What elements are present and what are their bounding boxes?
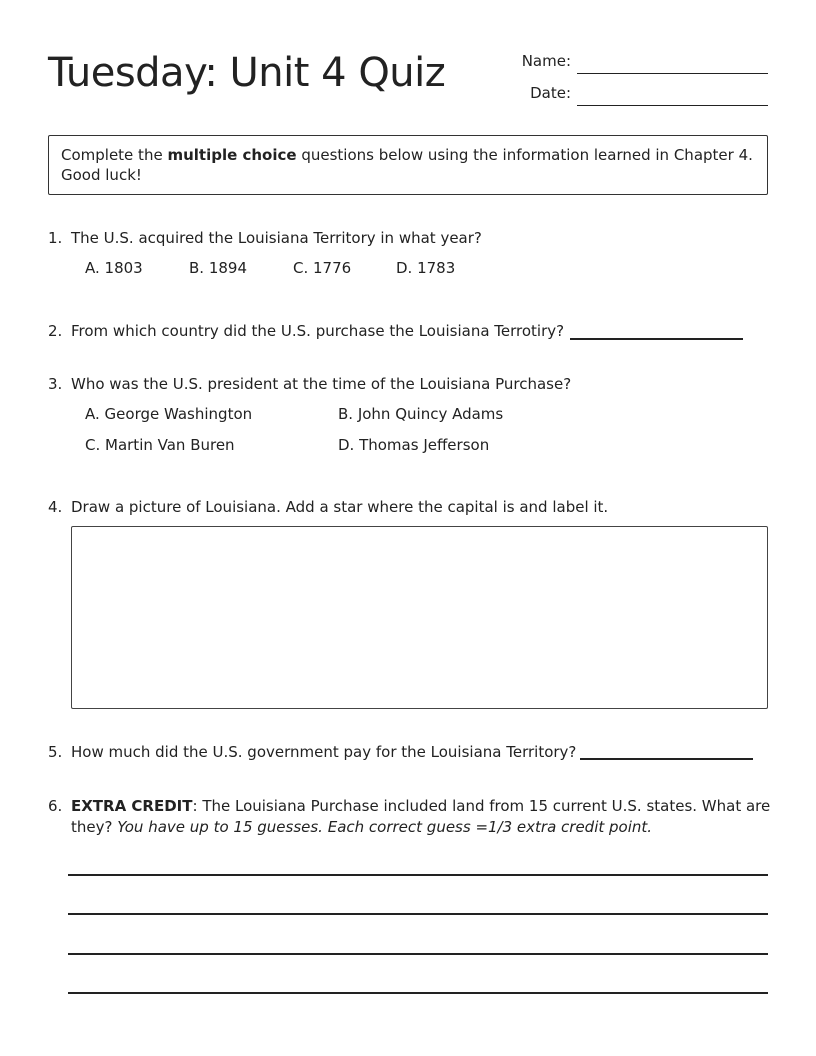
question-5-number: 5. — [48, 743, 63, 761]
extra-credit-line-3[interactable] — [68, 953, 768, 955]
date-label: Date: — [530, 84, 571, 102]
question-1-option-b[interactable]: B. 1894 — [189, 259, 248, 277]
drawing-box[interactable] — [71, 526, 768, 709]
question-6-number: 6. — [48, 797, 63, 815]
question-3-option-a[interactable]: A. George Washington — [85, 405, 253, 423]
question-5-answer-line[interactable] — [580, 758, 753, 760]
instructions-suffix: questions below using the information learned in Chapter 4. Good luck! — [61, 146, 753, 184]
question-2-number: 2. — [48, 322, 63, 340]
date-field-line[interactable] — [577, 105, 768, 106]
instructions-box — [48, 135, 768, 195]
question-4-text: Draw a picture of Louisiana. Add a star where the capital is and label it. — [71, 498, 609, 516]
question-1-option-a[interactable]: A. 1803 — [85, 259, 143, 277]
question-1-text: The U.S. acquired the Louisiana Territory in what year? — [71, 229, 482, 247]
question-1-option-d[interactable]: D. 1783 — [396, 259, 456, 277]
question-6-body: : The Louisiana Purchase included land from 15 current U.S. states. What are they? — [71, 797, 771, 836]
question-6-text — [71, 796, 771, 838]
question-5-text: How much did the U.S. government pay for the Louisiana Territory? — [71, 743, 577, 761]
question-2-answer-line[interactable] — [570, 338, 743, 340]
question-6-note: You have up to 15 guesses. Each correct guess =1/3 extra credit point. — [117, 818, 653, 836]
question-4-number: 4. — [48, 498, 63, 516]
question-3-option-b[interactable]: B. John Quincy Adams — [338, 405, 504, 423]
question-3-number: 3. — [48, 375, 63, 393]
extra-credit-line-1[interactable] — [68, 874, 768, 876]
question-1-option-c[interactable]: C. 1776 — [293, 259, 352, 277]
name-label: Name: — [521, 52, 571, 70]
question-3-option-d[interactable]: D. Thomas Jefferson — [338, 436, 490, 454]
question-2-text: From which country did the U.S. purchase the Louisiana Terrotiry? — [71, 322, 565, 340]
extra-credit-label: EXTRA CREDIT — [71, 797, 193, 815]
question-1-number: 1. — [48, 229, 63, 247]
extra-credit-line-2[interactable] — [68, 913, 768, 915]
question-3-option-c[interactable]: C. Martin Van Buren — [85, 436, 235, 454]
instructions-prefix: Complete the — [61, 146, 168, 164]
question-3-text: Who was the U.S. president at the time of the Louisiana Purchase? — [71, 375, 572, 393]
page-title: Tuesday: Unit 4 Quiz — [48, 50, 446, 96]
extra-credit-line-4[interactable] — [68, 992, 768, 994]
instructions-bold: multiple choice — [167, 146, 297, 164]
name-field-line[interactable] — [577, 73, 768, 74]
